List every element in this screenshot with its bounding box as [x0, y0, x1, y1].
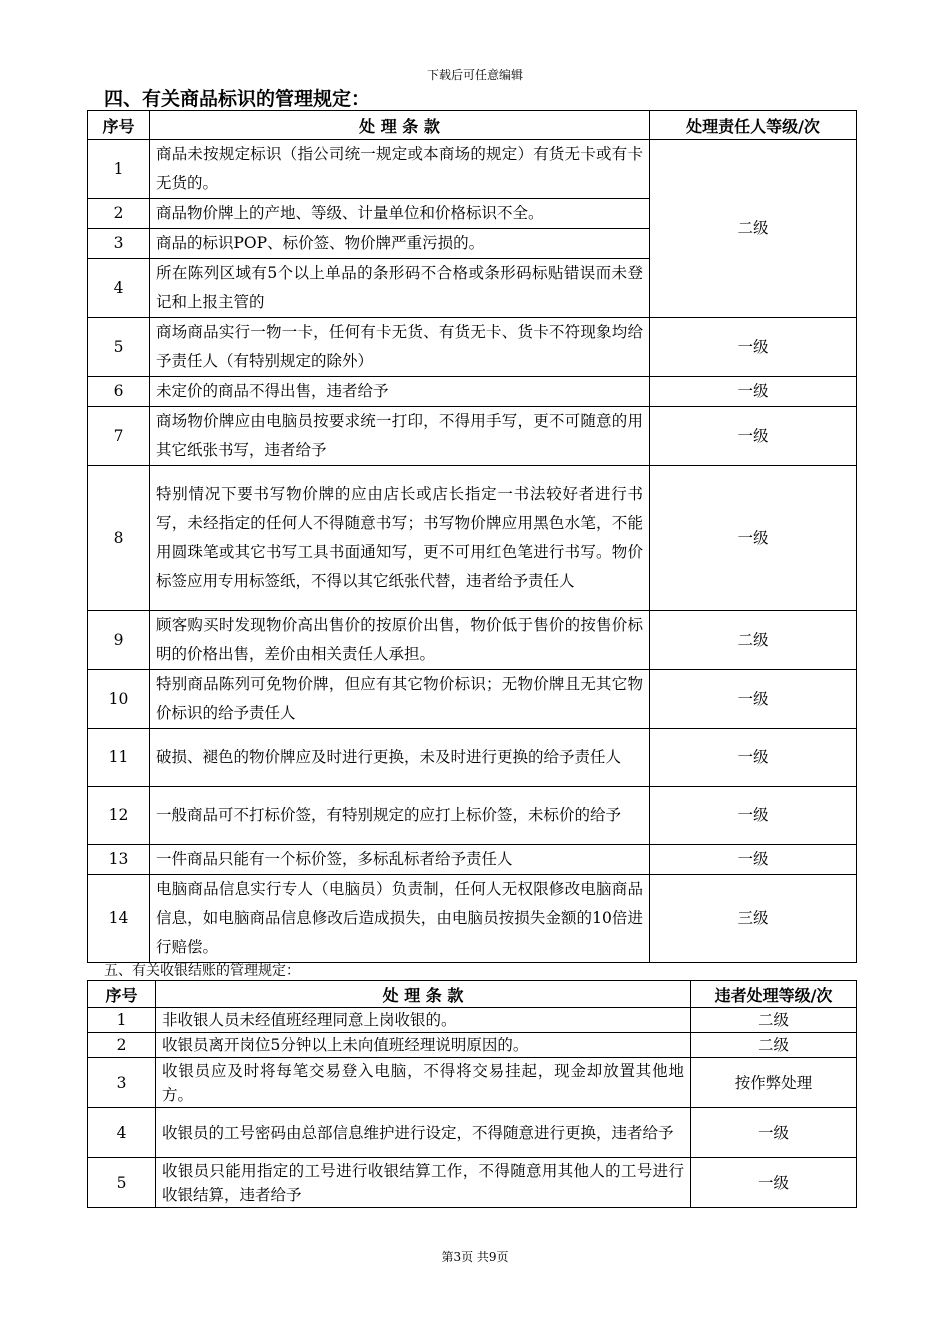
table-row	[88, 1033, 857, 1058]
row-clause: 破损、褪色的物价牌应及时进行更换，未及时进行更换的给予责任人	[150, 729, 650, 787]
row-number: 1	[88, 140, 150, 199]
row-level: 一级	[650, 729, 857, 787]
row-number: 10	[88, 670, 150, 729]
row-clause: 所在陈列区域有5个以上单品的条形码不合格或条形码标贴错误而未登记和上报主管的	[150, 259, 650, 318]
col-header-level: 违者处理等级/次	[691, 981, 857, 1008]
row-clause: 收银员只能用指定的工号进行收银结算工作，不得随意用其他人的工号进行收银结算，违者给予	[156, 1158, 691, 1208]
table-row	[88, 318, 857, 377]
row-clause: 商品物价牌上的产地、等级、计量单位和价格标识不全。	[150, 199, 650, 229]
row-number: 3	[88, 1058, 156, 1108]
table-row	[88, 1008, 857, 1033]
row-number: 9	[88, 611, 150, 670]
row-clause: 商品的标识POP、标价签、物价牌严重污损的。	[150, 229, 650, 259]
row-clause: 一件商品只能有一个标价签，多标乱标者给予责任人	[150, 845, 650, 875]
row-clause: 非收银人员未经值班经理同意上岗收银的。	[156, 1008, 691, 1033]
table-header-row	[88, 111, 857, 140]
row-level: 一级	[691, 1108, 857, 1158]
row-number: 11	[88, 729, 150, 787]
row-clause: 特别情况下要书写物价牌的应由店长或店长指定一书法较好者进行书写，未经指定的任何人不得随意书写；书写物价牌应用黑色水笔，不能用圆珠笔或其它书写工具书面通知写，更不可用红色笔进行书写。物价标签应用专用标签纸，不得以其它纸张代替，违者给予责任人	[150, 466, 650, 611]
row-clause: 顾客购买时发现物价高出售价的按原价出售，物价低于售价的按售价标明的价格出售，差价由相关责任人承担。	[150, 611, 650, 670]
table-row	[88, 729, 857, 787]
row-number: 5	[88, 1158, 156, 1208]
row-level: 一级	[650, 845, 857, 875]
row-number: 5	[88, 318, 150, 377]
row-level: 三级	[650, 875, 857, 963]
row-level: 一级	[650, 377, 857, 407]
row-clause: 商场商品实行一物一卡，任何有卡无货、有货无卡、货卡不符现象均给予责任人（有特别规定的除外）	[150, 318, 650, 377]
row-clause: 一般商品可不打标价签，有特别规定的应打上标价签，未标价的给予	[150, 787, 650, 845]
row-number: 2	[88, 1033, 156, 1058]
col-header-level: 处理责任人等级/次	[650, 111, 857, 140]
row-number: 14	[88, 875, 150, 963]
col-header-no: 序号	[88, 111, 150, 140]
section5-table	[87, 980, 857, 1208]
row-clause: 未定价的商品不得出售，违者给予	[150, 377, 650, 407]
row-number: 4	[88, 1108, 156, 1158]
row-clause: 电脑商品信息实行专人（电脑员）负责制，任何人无权限修改电脑商品信息，如电脑商品信息修改后造成损失，由电脑员按损失金额的10倍进行赔偿。	[150, 875, 650, 963]
row-clause: 收银员应及时将每笔交易登入电脑，不得将交易挂起，现金却放置其他地方。	[156, 1058, 691, 1108]
row-number: 1	[88, 1008, 156, 1033]
section5-title: 五、有关收银结账的管理规定：	[104, 963, 300, 979]
row-number: 6	[88, 377, 150, 407]
row-level: 一级	[691, 1158, 857, 1208]
row-level: 一级	[650, 407, 857, 466]
row-level: 一级	[650, 318, 857, 377]
section4-title: 四、有关商品标识的管理规定：	[104, 88, 371, 110]
table-row	[88, 407, 857, 466]
row-level: 一级	[650, 787, 857, 845]
row-level: 一级	[650, 670, 857, 729]
row-clause: 收银员的工号密码由总部信息维护进行设定，不得随意进行更换，违者给予	[156, 1108, 691, 1158]
table-row	[88, 466, 857, 611]
table-row	[88, 787, 857, 845]
row-number: 13	[88, 845, 150, 875]
row-number: 8	[88, 466, 150, 611]
header-note: 下载后可任意编辑	[426, 68, 523, 82]
page-footer: 第3页 共9页	[441, 1250, 509, 1264]
row-level: 二级	[691, 1008, 857, 1033]
row-clause: 特别商品陈列可免物价牌，但应有其它物价标识；无物价牌且无其它物价标识的给予责任人	[150, 670, 650, 729]
row-level: 按作弊处理	[691, 1058, 857, 1108]
table-row	[88, 1108, 857, 1158]
row-number: 7	[88, 407, 150, 466]
row-number: 2	[88, 199, 150, 229]
row-level: 二级	[650, 611, 857, 670]
col-header-no: 序号	[88, 981, 156, 1008]
row-clause: 收银员离开岗位5分钟以上未向值班经理说明原因的。	[156, 1033, 691, 1058]
table-row	[88, 611, 857, 670]
row-number: 4	[88, 259, 150, 318]
table-row	[88, 1058, 857, 1108]
row-level: 二级	[650, 140, 857, 318]
row-clause: 商品未按规定标识（指公司统一规定或本商场的规定）有货无卡或有卡无货的。	[150, 140, 650, 199]
table-row	[88, 377, 857, 407]
table-row	[88, 670, 857, 729]
table-header-row	[88, 981, 857, 1008]
row-clause: 商场物价牌应由电脑员按要求统一打印，不得用手写，更不可随意的用其它纸张书写，违者给予	[150, 407, 650, 466]
row-number: 12	[88, 787, 150, 845]
row-level: 一级	[650, 466, 857, 611]
table-row	[88, 845, 857, 875]
section4-table	[87, 110, 857, 963]
col-header-clause: 处 理 条 款	[150, 111, 650, 140]
col-header-clause: 处 理 条 款	[156, 981, 691, 1008]
row-level: 二级	[691, 1033, 857, 1058]
table-row	[88, 1158, 857, 1208]
row-number: 3	[88, 229, 150, 259]
table-row	[88, 875, 857, 963]
table-row	[88, 140, 857, 199]
